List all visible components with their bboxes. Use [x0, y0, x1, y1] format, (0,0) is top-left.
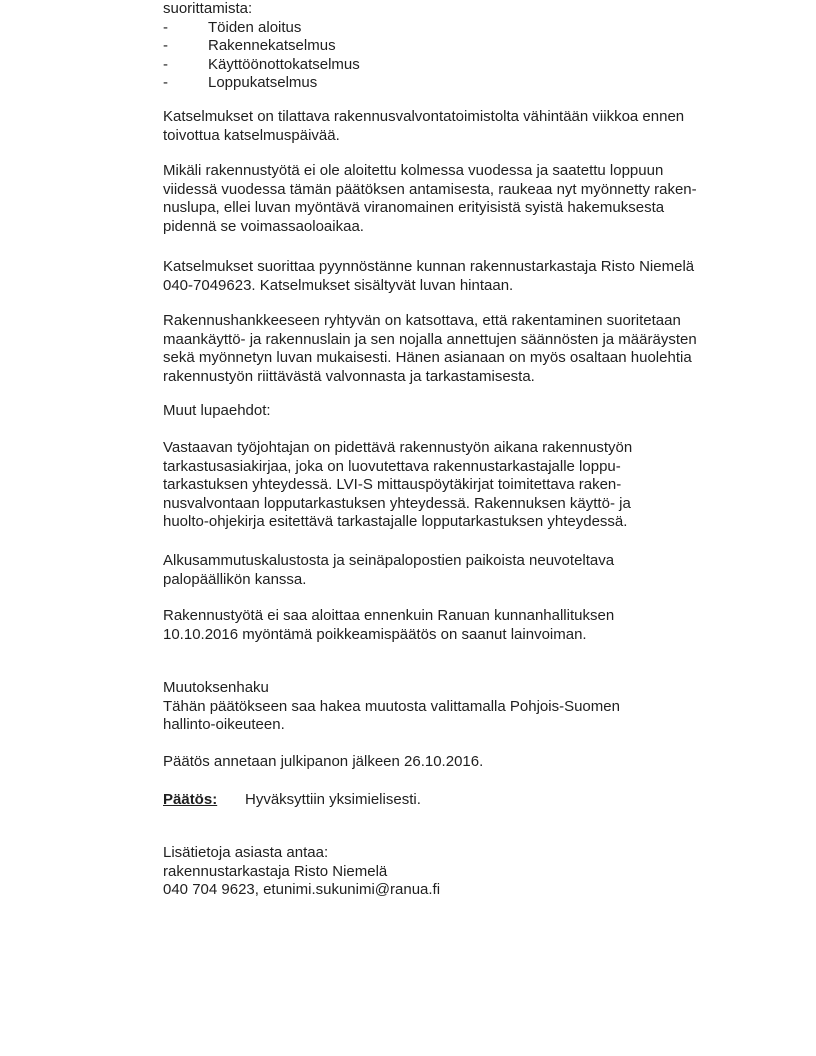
supervisor-duties-paragraph	[163, 439, 773, 532]
text-line: huolto-ohjekirja esitettävä tarkastajalle lopputarkastuksen yhteydessä.	[163, 513, 628, 530]
bullet-dash: -	[163, 55, 168, 73]
text-line: sekä myönnetyn luvan mukaisesti. Hänen asianaan on myös osaltaan huolehtia	[163, 349, 692, 366]
builder-obligation-paragraph	[163, 312, 773, 386]
text-line: nuslupa, ellei luvan myöntävä viranomainen erityisistä syistä hakemuksesta	[163, 199, 665, 216]
contact-block	[163, 844, 773, 900]
other-conditions-heading	[163, 402, 773, 421]
text-line: toivottua katselmuspäivää.	[163, 126, 340, 144]
text-line: Alkusammutuskalustosta ja seinäpalopostien paikoista neuvoteltava	[163, 552, 615, 569]
appeal-section	[163, 679, 773, 735]
text-line: Rakennustyötä ei saa aloittaa ennenkuin Ranuan kunnanhallituksen	[163, 607, 615, 624]
text-line: 040-7049623. Katselmukset sisältyvät luvan hintaan.	[163, 276, 514, 294]
text-line: Katselmukset suorittaa pyynnöstänne kunnan rakennustarkastaja Risto Niemelä	[163, 258, 695, 275]
text-line: 10.10.2016 myöntämä poikkeamispäätös on saanut lainvoiman.	[163, 625, 587, 643]
decision-row	[163, 791, 773, 810]
text-line: Päätös annetaan julkipanon jälkeen 26.10.2016.	[163, 753, 484, 770]
bullet-dash: -	[163, 18, 168, 36]
text-line: tarkastuksen yhteydessä. LVI-S mittauspöytäkirjat toimitettava raken-	[163, 476, 622, 493]
bullet-dash: -	[163, 37, 168, 54]
text-line: Mikäli rakennustyötä ei ole aloitettu kolmessa vuodessa ja saatettu loppuun	[163, 162, 664, 179]
text-line: pidennä se voimassaoloaikaa.	[163, 217, 364, 235]
decision-label: Päätös:	[163, 791, 218, 808]
list-item	[163, 56, 773, 75]
decision-text: Hyväksyttiin yksimielisesti.	[245, 791, 421, 808]
text-line: tarkastusasiakirjaa, joka on luovutettava rakennustarkastajalle loppu-	[163, 457, 621, 475]
opening-block	[163, 0, 773, 93]
fire-safety-paragraph	[163, 552, 773, 589]
text-line: 040 704 9623, etunimi.sukunimi@ranua.fi	[163, 881, 441, 898]
expiry-notice-paragraph	[163, 162, 773, 236]
list-item	[163, 37, 773, 56]
inspector-contact-paragraph	[163, 258, 773, 295]
text-line: palopäällikön kanssa.	[163, 570, 307, 588]
text-line: maankäyttö- ja rakennuslain ja sen nojalla annettujen säännösten ja määräysten	[163, 330, 697, 348]
list-item-label: Loppukatselmus	[208, 74, 318, 91]
start-restriction-paragraph	[163, 607, 773, 644]
text-line: viidessä vuodessa tämän päätöksen antamisesta, raukeaa nyt myönnetty raken-	[163, 180, 697, 198]
appeal-heading: Muutoksenhaku	[163, 679, 269, 696]
text-line: Tähän päätökseen saa hakea muutosta valittamalla Pohjois-Suomen	[163, 697, 620, 715]
text-line: Katselmukset on tilattava rakennusvalvontatoimistolta vähintään viikkoa ennen	[163, 108, 685, 125]
heading-line: Muut lupaehdot:	[163, 402, 271, 419]
lead-line: suorittamista:	[163, 0, 253, 17]
text-line: nusvalvontaan lopputarkastuksen yhteydessä. Rakennuksen käyttö- ja	[163, 494, 631, 512]
decision-label-box	[163, 791, 245, 810]
booking-notice-paragraph	[163, 108, 773, 145]
text-line: rakennustarkastaja Risto Niemelä	[163, 862, 388, 880]
bullet-dash: -	[163, 74, 168, 91]
list-item	[163, 74, 773, 93]
list-item-label: Rakennekatselmus	[208, 37, 336, 54]
text-line: rakennustyön riittävästä valvonnasta ja tarkastamisesta.	[163, 367, 535, 385]
issuance-paragraph	[163, 753, 773, 772]
text-line: Lisätietoja asiasta antaa:	[163, 844, 329, 861]
list-item-label: Töiden aloitus	[208, 18, 302, 36]
text-line: hallinto-oikeuteen.	[163, 716, 285, 733]
text-line: Rakennushankkeeseen ryhtyvän on katsottava, että rakentaminen suoritetaan	[163, 312, 681, 329]
list-item	[163, 19, 773, 38]
list-item-label: Käyttöönottokatselmus	[208, 55, 360, 73]
text-line: Vastaavan työjohtajan on pidettävä rakennustyön aikana rakennustyön	[163, 439, 633, 456]
